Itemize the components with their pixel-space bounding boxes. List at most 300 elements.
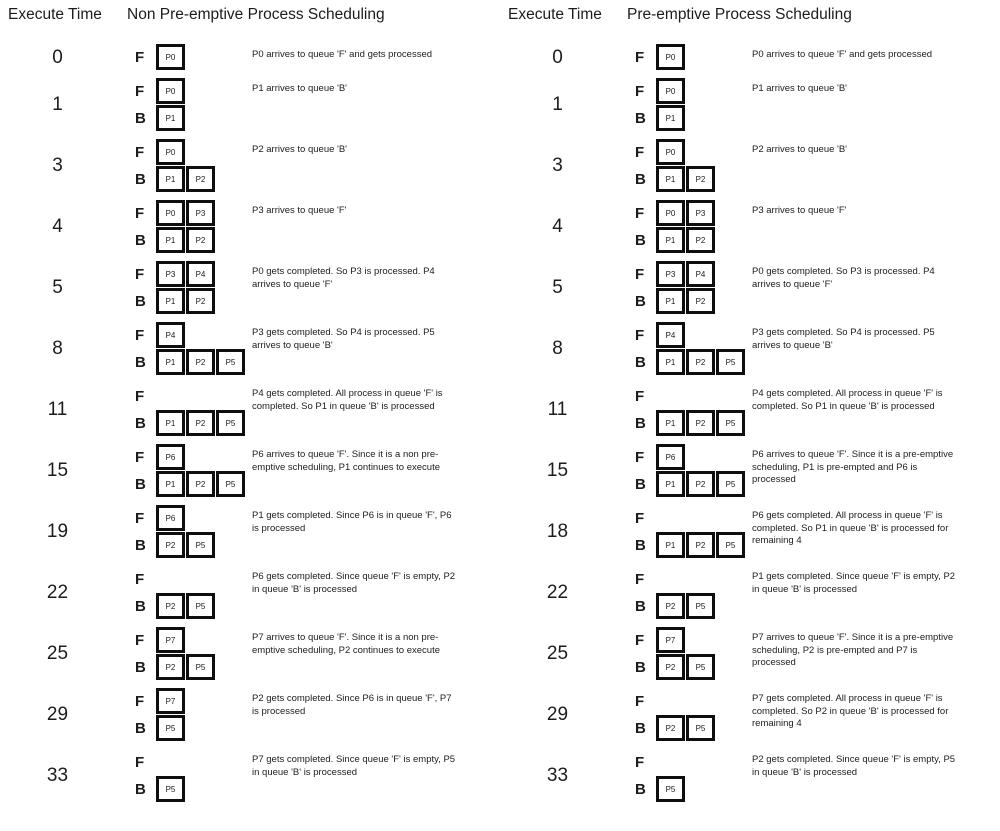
queue-block [615, 322, 752, 376]
queue-b-line [615, 410, 752, 436]
queue-f-line [115, 44, 252, 70]
process-box: P7 [656, 627, 685, 653]
queue-boxes [656, 78, 685, 104]
queue-f-label: F [135, 143, 145, 161]
schedule-row [500, 261, 1000, 315]
row-description: P6 gets completed. Since queue 'F' is empty, P2 in queue 'B' is processed [252, 571, 456, 595]
queue-f-line [615, 688, 752, 714]
row-description: P4 gets completed. All process in queue 'F' is completed. So P1 in queue 'B' is processed [252, 388, 443, 412]
schedule-row [500, 444, 1000, 498]
queue-boxes [656, 227, 715, 253]
execute-time-value: 19 [46, 521, 69, 542]
queue-f-line [615, 139, 752, 165]
row-description: P2 arrives to queue 'B' [752, 144, 847, 155]
queue-block [115, 322, 252, 376]
queue-boxes [156, 349, 245, 375]
queue-block [615, 139, 752, 193]
queue-boxes [156, 261, 215, 287]
panel-title: Non Pre-emptive Process Scheduling [127, 6, 385, 23]
queue-f-line [615, 749, 752, 775]
queue-b-line [615, 288, 752, 314]
schedule-row [500, 505, 1000, 559]
row-description: P0 arrives to queue 'F' and gets processed [252, 49, 433, 60]
row-description: P3 gets completed. So P4 is processed. P5 arrives to queue 'B' [252, 327, 435, 351]
queue-boxes [156, 288, 215, 314]
schedule-row [500, 566, 1000, 620]
execute-time-value: 33 [546, 765, 569, 786]
process-box: P7 [156, 627, 185, 653]
queue-boxes [656, 444, 685, 470]
queue-b-line [115, 410, 252, 436]
queue-boxes [156, 505, 185, 531]
process-box: P3 [656, 261, 685, 287]
schedule-row [0, 383, 500, 437]
execute-time-value: 11 [47, 399, 68, 420]
queue-boxes [656, 532, 745, 558]
queue-f-line [615, 200, 752, 226]
queue-boxes [156, 593, 215, 619]
process-box: P5 [216, 471, 245, 497]
process-box: P0 [156, 78, 185, 104]
process-box: P2 [686, 288, 715, 314]
process-box: P5 [716, 349, 745, 375]
execute-time-value: 4 [52, 216, 63, 237]
queue-f-label: F [635, 387, 645, 405]
schedule-row [0, 566, 500, 620]
process-box: P5 [186, 532, 215, 558]
queue-boxes [656, 654, 715, 680]
schedule-row [0, 200, 500, 254]
process-box: P2 [686, 227, 715, 253]
queue-f-line [115, 688, 252, 714]
panel-header [500, 6, 1000, 36]
queue-f-label: F [135, 631, 145, 649]
execute-time-value: 0 [52, 46, 63, 68]
queue-block [615, 261, 752, 315]
process-box: P5 [716, 471, 745, 497]
queue-boxes [656, 288, 715, 314]
process-box: P1 [656, 288, 685, 314]
process-box: P4 [656, 322, 685, 348]
process-box: P2 [186, 349, 215, 375]
schedule-row [500, 749, 1000, 803]
queue-f-line [115, 139, 252, 165]
queue-b-label: B [135, 658, 146, 676]
row-description: P3 gets completed. So P4 is processed. P5 arrives to queue 'B' [752, 327, 935, 351]
queue-block [115, 261, 252, 315]
queue-b-label: B [135, 170, 146, 188]
queue-f-label: F [135, 753, 145, 771]
row-description: P6 arrives to queue 'F'. Since it is a non pre-emptive scheduling, P1 continues to execute [252, 449, 441, 473]
queue-block [115, 566, 252, 620]
row-description: P2 gets completed. Since queue 'F' is empty, P5 in queue 'B' is processed [752, 754, 956, 778]
preemptive-panel [500, 6, 1000, 810]
schedule-rows [500, 36, 1000, 803]
schedule-row [500, 139, 1000, 193]
queue-b-label: B [635, 109, 646, 127]
queue-block [615, 44, 752, 71]
panel-title: Pre-emptive Process Scheduling [627, 6, 852, 23]
queue-boxes [156, 105, 185, 131]
queue-b-line [115, 349, 252, 375]
queue-block [615, 566, 752, 620]
schedule-row [0, 78, 500, 132]
queue-f-line [615, 261, 752, 287]
queue-boxes [656, 166, 715, 192]
process-box: P4 [156, 322, 185, 348]
schedule-row [0, 322, 500, 376]
queue-block [615, 200, 752, 254]
row-description: P1 gets completed. Since queue 'F' is empty, P2 in queue 'B' is processed [752, 571, 956, 595]
process-box: P5 [156, 776, 185, 802]
queue-f-line [115, 749, 252, 775]
queue-b-line [115, 654, 252, 680]
queue-f-label: F [635, 265, 645, 283]
process-box: P2 [156, 532, 185, 558]
process-box: P6 [656, 444, 685, 470]
process-box: P1 [156, 227, 185, 253]
process-box: P1 [156, 410, 185, 436]
queue-boxes [656, 322, 685, 348]
row-description: P7 gets completed. All process in queue 'F' is completed. So P2 in queue 'B' is processed for remaining 4 [752, 693, 949, 729]
queue-boxes [656, 410, 745, 436]
row-description: P1 gets completed. Since P6 is in queue 'F', P6 is processed [252, 510, 452, 534]
queue-b-label: B [635, 780, 646, 798]
execute-time-value: 8 [52, 338, 63, 359]
process-box: P2 [186, 227, 215, 253]
process-box: P1 [656, 105, 685, 131]
queue-f-label: F [135, 387, 145, 405]
queue-f-label: F [635, 326, 645, 344]
queue-b-line [615, 776, 752, 802]
queue-block [615, 627, 752, 681]
queue-block [615, 505, 752, 559]
queue-block [115, 688, 252, 742]
queue-b-line [115, 593, 252, 619]
queue-boxes [156, 78, 185, 104]
queue-boxes [156, 200, 215, 226]
process-box: P0 [656, 200, 685, 226]
queue-boxes [156, 410, 245, 436]
queue-f-line [615, 322, 752, 348]
row-description: P6 gets completed. All process in queue 'F' is completed. So P1 in queue 'B' is processed for remaining 4 [752, 510, 949, 546]
schedule-row [500, 200, 1000, 254]
queue-boxes [156, 715, 185, 741]
execute-time-value: 22 [46, 582, 69, 603]
queue-b-line [115, 532, 252, 558]
process-box: P1 [656, 471, 685, 497]
queue-f-line [615, 78, 752, 104]
row-description: P1 arrives to queue 'B' [252, 83, 347, 94]
queue-boxes [156, 139, 185, 165]
queue-f-line [615, 44, 752, 70]
process-box: P5 [686, 715, 715, 741]
process-box: P2 [656, 654, 685, 680]
queue-f-label: F [135, 82, 145, 100]
process-box: P1 [656, 349, 685, 375]
process-box: P2 [186, 166, 215, 192]
schedule-row [0, 261, 500, 315]
process-box: P2 [686, 410, 715, 436]
queue-block [115, 44, 252, 71]
queue-boxes [156, 166, 215, 192]
queue-boxes [156, 688, 185, 714]
queue-boxes [656, 471, 745, 497]
queue-boxes [656, 715, 715, 741]
queue-b-label: B [635, 658, 646, 676]
queue-boxes [156, 227, 215, 253]
queue-f-line [115, 444, 252, 470]
row-description: P7 arrives to queue 'F'. Since it is a pre-emptive scheduling, P2 is pre-empted and P7 is processed [752, 632, 954, 668]
queue-block [115, 383, 252, 437]
queue-boxes [156, 44, 185, 70]
queue-b-label: B [635, 353, 646, 371]
queue-b-line [115, 288, 252, 314]
execute-time-value: 18 [546, 521, 569, 542]
queue-f-label: F [135, 692, 145, 710]
queue-f-line [115, 78, 252, 104]
queue-f-line [115, 566, 252, 592]
execute-time-value: 33 [46, 765, 69, 786]
queue-block [615, 383, 752, 437]
process-box: P5 [156, 715, 185, 741]
queue-f-label: F [635, 509, 645, 527]
execute-time-value: 22 [546, 582, 569, 603]
queue-block [615, 749, 752, 803]
execute-time-value: 5 [52, 277, 63, 298]
process-box: P3 [686, 200, 715, 226]
queue-b-line [615, 105, 752, 131]
queue-b-label: B [635, 719, 646, 737]
process-box: P5 [656, 776, 685, 802]
process-box: P1 [156, 166, 185, 192]
queue-f-label: F [635, 48, 645, 66]
queue-b-line [115, 715, 252, 741]
process-box: P5 [186, 654, 215, 680]
queue-f-label: F [135, 204, 145, 222]
queue-boxes [656, 627, 685, 653]
queue-f-label: F [635, 570, 645, 588]
process-box: P0 [156, 139, 185, 165]
queue-f-line [115, 200, 252, 226]
queue-boxes [656, 776, 685, 802]
schedule-row [0, 627, 500, 681]
process-box: P1 [656, 410, 685, 436]
process-box: P1 [656, 532, 685, 558]
queue-b-label: B [135, 719, 146, 737]
execute-time-value: 29 [546, 704, 569, 725]
queue-block [115, 505, 252, 559]
execute-time-value: 15 [46, 460, 69, 481]
queue-f-label: F [135, 509, 145, 527]
process-box: P5 [216, 349, 245, 375]
process-box: P2 [686, 349, 715, 375]
queue-boxes [656, 139, 685, 165]
panel-header [0, 6, 500, 36]
process-box: P1 [156, 471, 185, 497]
queue-b-line [615, 715, 752, 741]
process-box: P7 [156, 688, 185, 714]
row-description: P0 gets completed. So P3 is processed. P4 arrives to queue 'F' [252, 266, 435, 290]
queue-block [115, 627, 252, 681]
execute-time-value: 15 [546, 460, 569, 481]
queue-f-line [115, 261, 252, 287]
queue-b-line [615, 593, 752, 619]
queue-f-line [615, 627, 752, 653]
queue-boxes [156, 471, 245, 497]
queue-f-line [115, 505, 252, 531]
execute-time-value: 1 [52, 94, 63, 115]
execute-time-value: 8 [552, 338, 563, 359]
queue-b-line [615, 166, 752, 192]
queue-boxes [656, 349, 745, 375]
queue-b-label: B [635, 475, 646, 493]
process-box: P6 [156, 444, 185, 470]
process-box: P2 [686, 471, 715, 497]
process-box: P0 [656, 78, 685, 104]
process-box: P5 [186, 593, 215, 619]
queue-f-line [615, 383, 752, 409]
process-box: P3 [186, 200, 215, 226]
queue-b-line [115, 227, 252, 253]
process-box: P5 [216, 410, 245, 436]
queue-boxes [156, 444, 185, 470]
row-description: P3 arrives to queue 'F' [752, 205, 847, 216]
execute-time-value: 29 [46, 704, 69, 725]
queue-f-label: F [635, 692, 645, 710]
queue-block [115, 444, 252, 498]
process-box: P2 [186, 471, 215, 497]
process-box: P5 [686, 654, 715, 680]
queue-f-label: F [135, 570, 145, 588]
queue-b-label: B [635, 414, 646, 432]
queue-f-line [115, 383, 252, 409]
schedule-row [500, 627, 1000, 681]
queue-b-label: B [135, 475, 146, 493]
queue-b-label: B [135, 414, 146, 432]
process-box: P2 [656, 593, 685, 619]
queue-boxes [156, 776, 185, 802]
queue-b-label: B [135, 780, 146, 798]
schedule-row [500, 78, 1000, 132]
queue-boxes [656, 200, 715, 226]
row-description: P7 gets completed. Since queue 'F' is empty, P5 in queue 'B' is processed [252, 754, 456, 778]
row-description: P7 arrives to queue 'F'. Since it is a non pre-emptive scheduling, P2 continues to execute [252, 632, 441, 656]
queue-b-line [615, 227, 752, 253]
queue-boxes [156, 532, 215, 558]
process-box: P4 [186, 261, 215, 287]
process-box: P2 [156, 654, 185, 680]
row-description: P0 arrives to queue 'F' and gets processed [752, 49, 933, 60]
process-box: P1 [156, 349, 185, 375]
queue-f-line [615, 505, 752, 531]
process-box: P4 [686, 261, 715, 287]
row-description: P2 gets completed. Since P6 is in queue 'F', P7 is processed [252, 693, 452, 717]
row-description: P3 arrives to queue 'F' [252, 205, 347, 216]
queue-boxes [156, 654, 215, 680]
row-description: P6 arrives to queue 'F'. Since it is a pre-emptive scheduling, P1 is pre-empted and P6 is processed [752, 449, 954, 485]
queue-b-label: B [135, 597, 146, 615]
execute-time-value: 11 [547, 399, 568, 420]
queue-f-line [615, 566, 752, 592]
process-box: P2 [686, 166, 715, 192]
queue-block [115, 200, 252, 254]
queue-b-label: B [635, 231, 646, 249]
process-box: P0 [156, 200, 185, 226]
execute-time-value: 3 [52, 155, 63, 176]
execute-time-value: 25 [546, 643, 569, 664]
process-box: P1 [656, 166, 685, 192]
queue-b-label: B [635, 597, 646, 615]
queue-f-label: F [135, 265, 145, 283]
execute-time-value: 5 [552, 277, 563, 298]
schedule-row [0, 444, 500, 498]
schedule-row [0, 749, 500, 803]
queue-block [615, 444, 752, 498]
queue-block [115, 78, 252, 132]
queue-b-line [115, 105, 252, 131]
process-box: P5 [716, 410, 745, 436]
queue-b-label: B [635, 170, 646, 188]
process-box: P0 [656, 139, 685, 165]
queue-boxes [656, 44, 685, 70]
queue-b-line [115, 166, 252, 192]
queue-b-line [115, 471, 252, 497]
queue-block [615, 78, 752, 132]
schedule-row [500, 322, 1000, 376]
process-box: P2 [656, 715, 685, 741]
schedule-row [500, 383, 1000, 437]
queue-b-label: B [135, 109, 146, 127]
schedule-row [0, 688, 500, 742]
queue-f-label: F [635, 753, 645, 771]
process-box: P2 [686, 532, 715, 558]
queue-b-line [615, 349, 752, 375]
queue-b-label: B [135, 231, 146, 249]
process-box: P2 [186, 288, 215, 314]
process-box: P6 [156, 505, 185, 531]
queue-b-label: B [135, 536, 146, 554]
queue-b-line [615, 654, 752, 680]
queue-f-label: F [635, 448, 645, 466]
queue-f-line [115, 627, 252, 653]
schedule-rows [0, 36, 500, 803]
process-box: P3 [156, 261, 185, 287]
execute-time-value: 3 [552, 155, 563, 176]
queue-b-line [615, 471, 752, 497]
execute-time-value: 1 [552, 94, 563, 115]
non-preemptive-panel [0, 6, 500, 810]
queue-boxes [656, 261, 715, 287]
execute-time-header: Execute Time [508, 6, 602, 23]
queue-boxes [156, 627, 185, 653]
row-description: P1 arrives to queue 'B' [752, 83, 847, 94]
queue-b-label: B [635, 536, 646, 554]
process-box: P2 [186, 410, 215, 436]
queue-boxes [656, 593, 715, 619]
execute-time-value: 0 [552, 46, 563, 68]
queue-f-label: F [135, 326, 145, 344]
queue-f-label: F [135, 448, 145, 466]
process-box: P1 [156, 288, 185, 314]
queue-b-line [115, 776, 252, 802]
schedule-row [500, 688, 1000, 742]
queue-block [115, 749, 252, 803]
queue-f-label: F [635, 631, 645, 649]
execute-time-value: 4 [552, 216, 563, 237]
queue-b-label: B [135, 353, 146, 371]
process-box: P1 [156, 105, 185, 131]
